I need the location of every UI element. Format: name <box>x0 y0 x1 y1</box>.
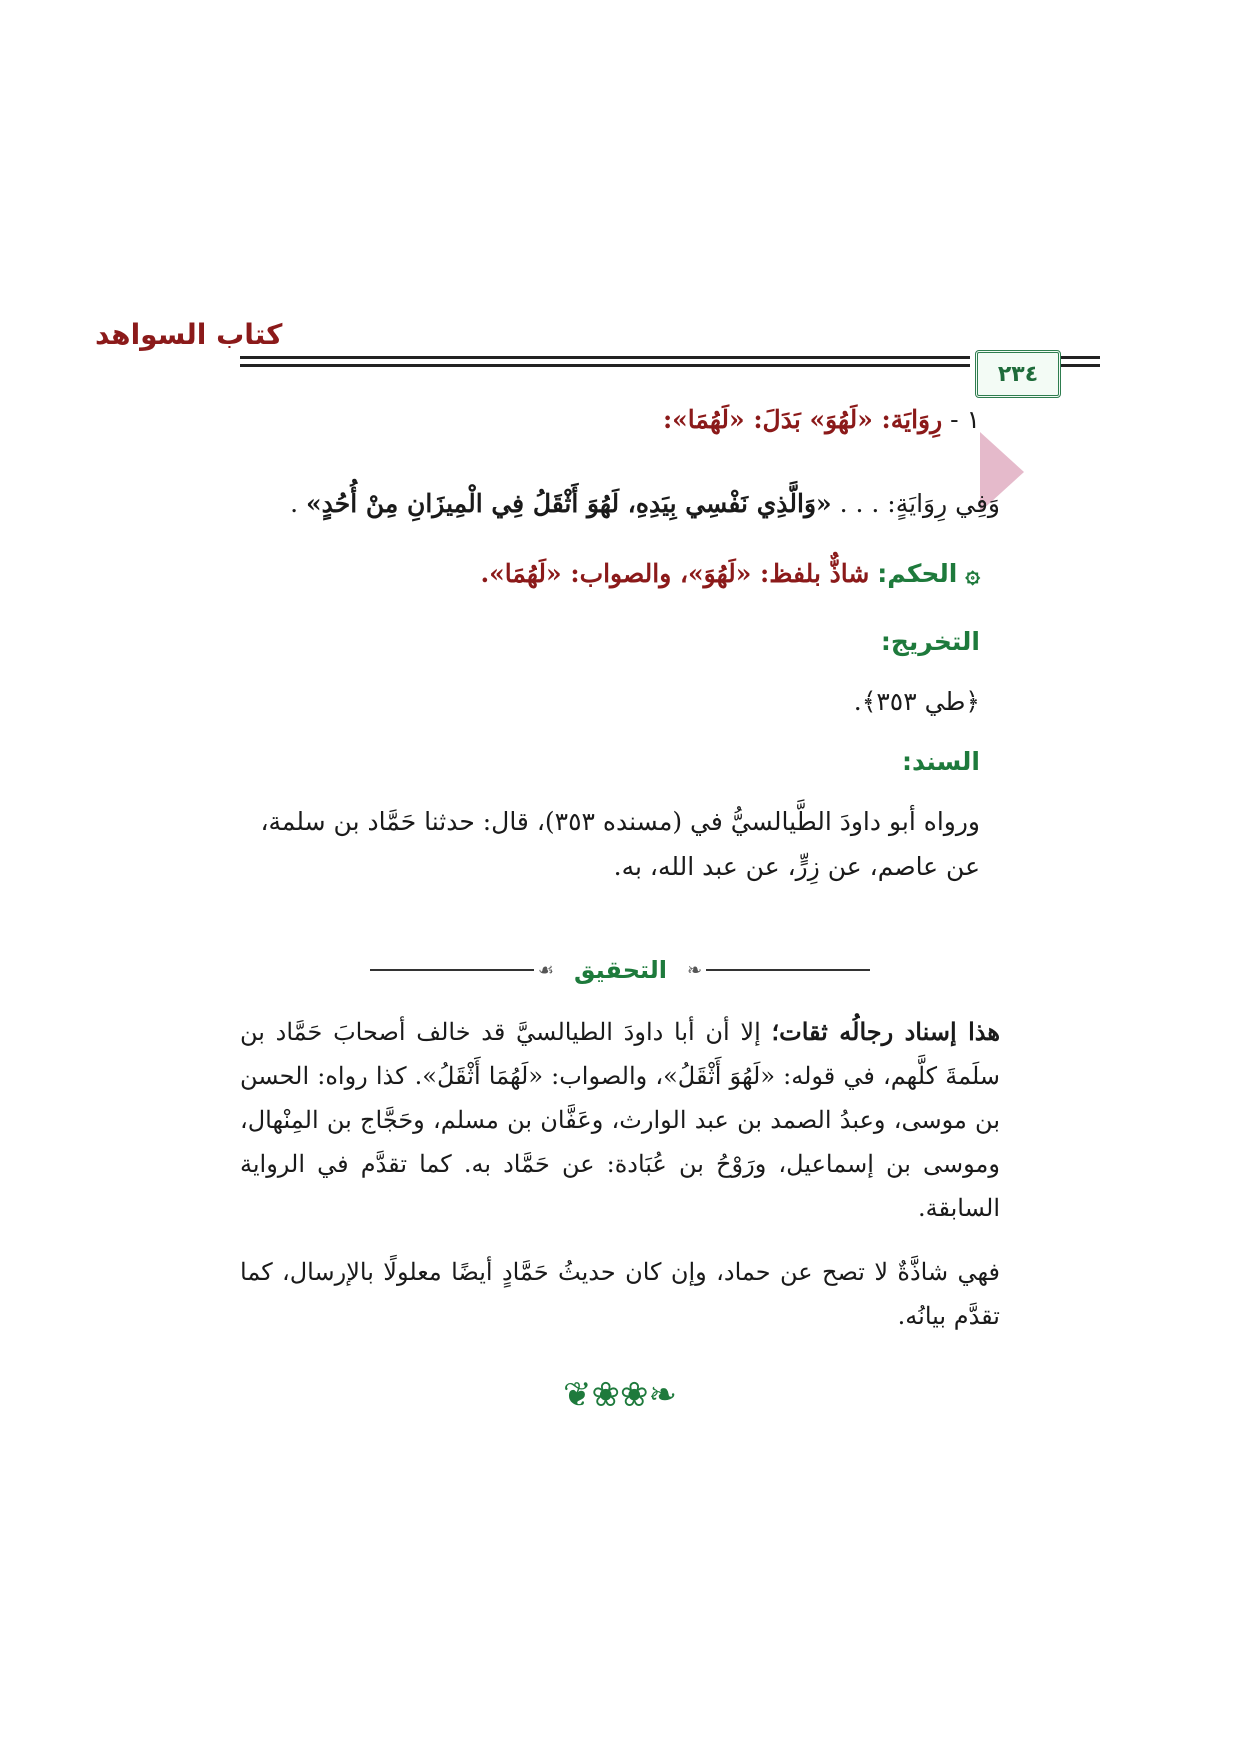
takhrij-ref-line <box>240 680 980 724</box>
narration-suffix: . <box>290 489 299 518</box>
section-title: رِوَايَة: «لَهُوَ» بَدَلَ: «لَهُمَا»: <box>662 405 943 434</box>
takhrij-heading: التخريج: <box>880 627 980 656</box>
sanad-line-1: ورواه أبو داودَ الطَّيالسيُّ في (مسنده ٣٥٣)، قال: حدثنا حَمَّاد بن سلمة، <box>260 807 980 836</box>
tahqiq-paragraph-1 <box>240 1010 1000 1230</box>
takhrij-heading-line <box>240 620 980 664</box>
tahqiq-paragraph-2: فهي شاذَّةٌ لا تصح عن حماد، وإن كان حديثُ حَمَّادٍ أيضًا معلولًا بالإرسال، كما تقدَّم بيانُه. <box>240 1258 1000 1330</box>
tahqiq-divider <box>370 955 870 985</box>
narration-line <box>240 482 1000 526</box>
divider-ornament-icon: ❧ <box>687 959 703 981</box>
sanad-heading-line <box>240 740 980 784</box>
sanad-line-2: عن عاصم، عن زِرٍّ، عن عبد الله، به. <box>613 852 980 881</box>
header-rule-bottom <box>240 364 970 367</box>
ruling-label: الحكم: <box>877 559 958 588</box>
ruling-text: شاذٌّ بلفظ: «لَهُوَ»، والصواب: «لَهُمَا». <box>480 559 870 588</box>
sanad-heading: السند: <box>901 747 980 776</box>
page-number-badge: ٢٣٤ <box>975 350 1061 398</box>
tahqiq-body: إلا أن أبا داودَ الطيالسيَّ قد خالف أصحابَ حَمَّاد بن سلَمةَ كلَّهم، في قوله: «لَهُوَ أَثْقَلُ»، والصواب: «لَهُمَا أَثْقَلُ». كذا رواه: الحسن بن موسى، وعبدُ الصمد بن عبد الوارث، وعَفَّان بن مسلم، وحَجَّاج بن المِنْهال، وموسى بن إسماعيل، ورَوْحُ بن عُبَادة: عن حَمَّاد به. كما تقدَّم في الرواية السابقة. <box>240 1018 1001 1222</box>
divider-bar-left <box>370 969 534 971</box>
tahqiq-heading: التحقيق <box>574 956 668 984</box>
section-number: ١ - <box>950 405 980 434</box>
tahqiq-lead: هذا إسناد رجالُه ثقات؛ <box>771 1017 1000 1046</box>
narration-prefix: وَفِي رِوَايَةٍ: . . . <box>839 489 1000 518</box>
takhrij-reference: ﴿طي ٣٥٣﴾. <box>853 687 980 716</box>
header-rule-right-bottom <box>1060 364 1100 367</box>
header-rule-right-top <box>1060 356 1100 359</box>
header-rule-top <box>240 356 970 359</box>
divider-ornament-icon: ☙ <box>537 959 554 981</box>
end-ornament-icon: ❦❀❀❧ <box>563 1375 677 1415</box>
narration-quote: «وَالَّذِي نَفْسِي بِيَدِهِ، لَهُوَ أَثْقَلُ فِي الْمِيزَانِ مِنْ أُحُدٍ» <box>306 489 832 518</box>
ruling-line <box>240 552 980 596</box>
divider-bar-right <box>706 969 870 971</box>
flower-ornament-icon: ۞ <box>965 559 980 588</box>
section-heading <box>240 398 980 442</box>
book-title: كتاب السواهد <box>95 318 283 351</box>
